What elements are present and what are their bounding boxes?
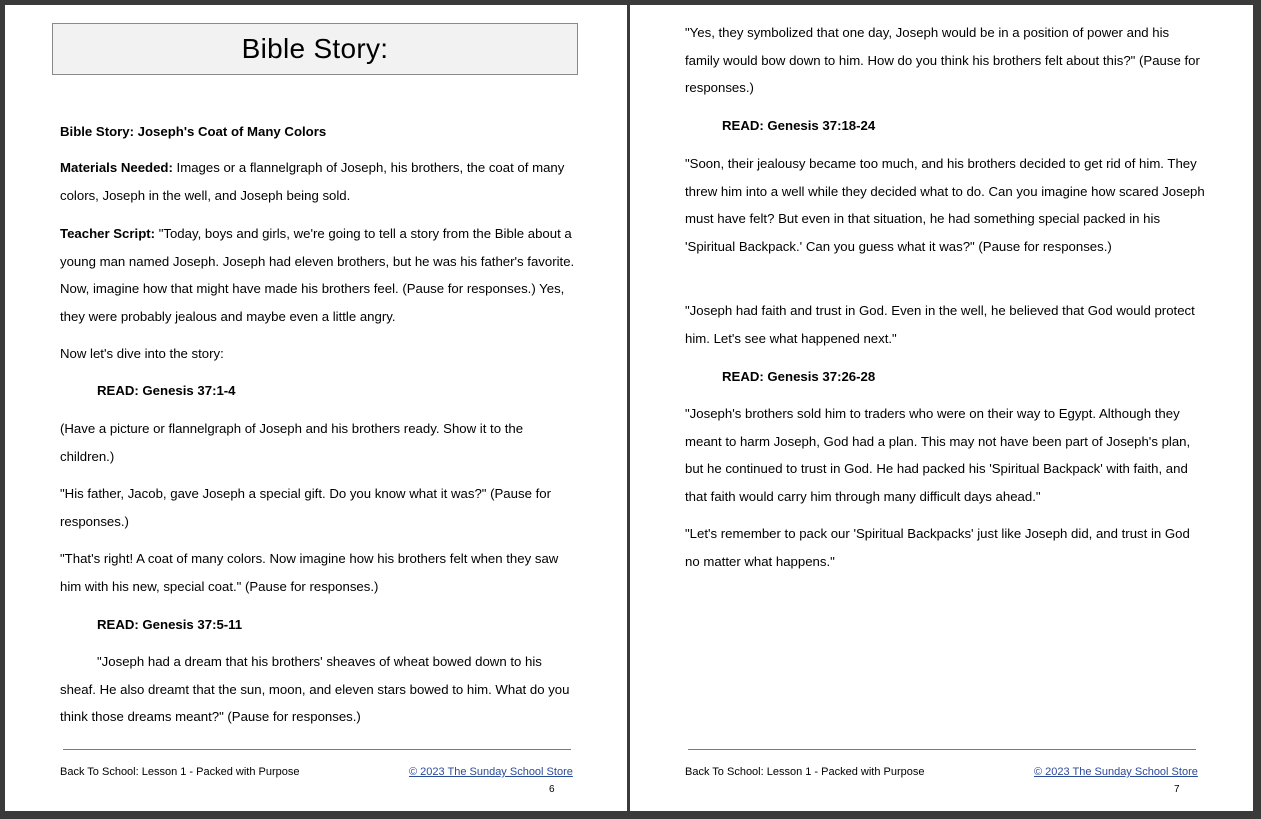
footer-copyright-link[interactable]: © 2023 The Sunday School Store — [409, 766, 573, 778]
page-6 — [5, 5, 627, 811]
read-genesis-37-5-11: READ: Genesis 37:5-11 — [97, 617, 243, 632]
picture-note-paragraph: (Have a picture or flannelgraph of Joseph and his brothers ready. Show it to the children.) — [60, 421, 524, 464]
gift-paragraph: "His father, Jacob, gave Joseph a special gift. Do you know what it was?" (Pause for responses.) — [60, 486, 551, 529]
teacher-script-text: "Today, boys and girls, we're going to tell a story from the Bible about a young man named Joseph. Joseph had eleven brothers, but he was his father's favorite. Now, imagine how that might have made his brothers feel. (Pause for responses.) Yes, they were probably jealous and maybe even a little angry. — [60, 226, 575, 324]
page-number: 7 — [1174, 784, 1180, 795]
dream-paragraph: "Joseph had a dream that his brothers' sheaves of wheat bowed down to his sheaf. He also dreamt that the sun, moon, and eleven stars bowed to him. What do you think those dreams meant?" (Pause for responses.) — [60, 654, 570, 724]
materials-paragraph — [60, 154, 575, 209]
footer-copyright-link[interactable]: © 2023 The Sunday School Store — [1034, 766, 1198, 778]
page-number: 6 — [549, 784, 555, 795]
story-heading: Bible Story: Joseph's Coat of Many Colors — [60, 124, 327, 139]
symbolized-paragraph: "Yes, they symbolized that one day, Joseph would be in a position of power and his family would bow down to him. How do you think his brothers felt about this?" (Pause for responses.) — [685, 25, 1200, 95]
sold-paragraph: "Joseph's brothers sold him to traders who were on their way to Egypt. Although they meant to harm Joseph, God had a plan. This may not have been part of Joseph's plan, but he continued to trust in God. He had packed his 'Spiritual Backpack' with faith, and that faith would carry him through many difficult days ahead." — [685, 406, 1191, 504]
page-7 — [630, 5, 1253, 811]
materials-label: Materials Needed: — [60, 160, 173, 175]
footer-divider — [688, 749, 1196, 750]
materials-text: Images or a flannelgraph of Joseph, his brothers, the coat of many colors, Joseph in the well, and Joseph being sold. — [60, 160, 565, 203]
coat-paragraph: "That's right! A coat of many colors. Now imagine how his brothers felt when they saw him with his new, special coat." (Pause for responses.) — [60, 551, 559, 594]
faith-paragraph: "Joseph had faith and trust in God. Even in the well, he believed that God would protect him. Let's see what happened next." — [685, 303, 1195, 346]
remember-paragraph: "Let's remember to pack our 'Spiritual Backpacks' just like Joseph did, and trust in God no matter what happens." — [685, 526, 1190, 569]
footer-divider — [63, 749, 571, 750]
footer-lesson-title: Back To School: Lesson 1 - Packed with Purpose — [685, 766, 925, 778]
jealousy-paragraph: "Soon, their jealousy became too much, and his brothers decided to get rid of him. They threw him into a well while they decided what to do. Can you imagine how scared Joseph must have felt? But even in that situation, he had something special packed in his 'Spiritual Backpack.' Can you guess what it was?" (Pause for responses.) — [685, 156, 1205, 254]
dive-paragraph: Now let's dive into the story: — [60, 346, 224, 361]
teacher-script-label: Teacher Script: — [60, 226, 156, 241]
read-genesis-37-18-24: READ: Genesis 37:18-24 — [722, 118, 876, 133]
footer-lesson-title: Back To School: Lesson 1 - Packed with Purpose — [60, 766, 300, 778]
teacher-script-paragraph — [60, 220, 575, 330]
page-title: Bible Story: — [52, 23, 578, 75]
read-genesis-37-1-4: READ: Genesis 37:1-4 — [97, 383, 236, 398]
read-genesis-37-26-28: READ: Genesis 37:26-28 — [722, 369, 876, 384]
